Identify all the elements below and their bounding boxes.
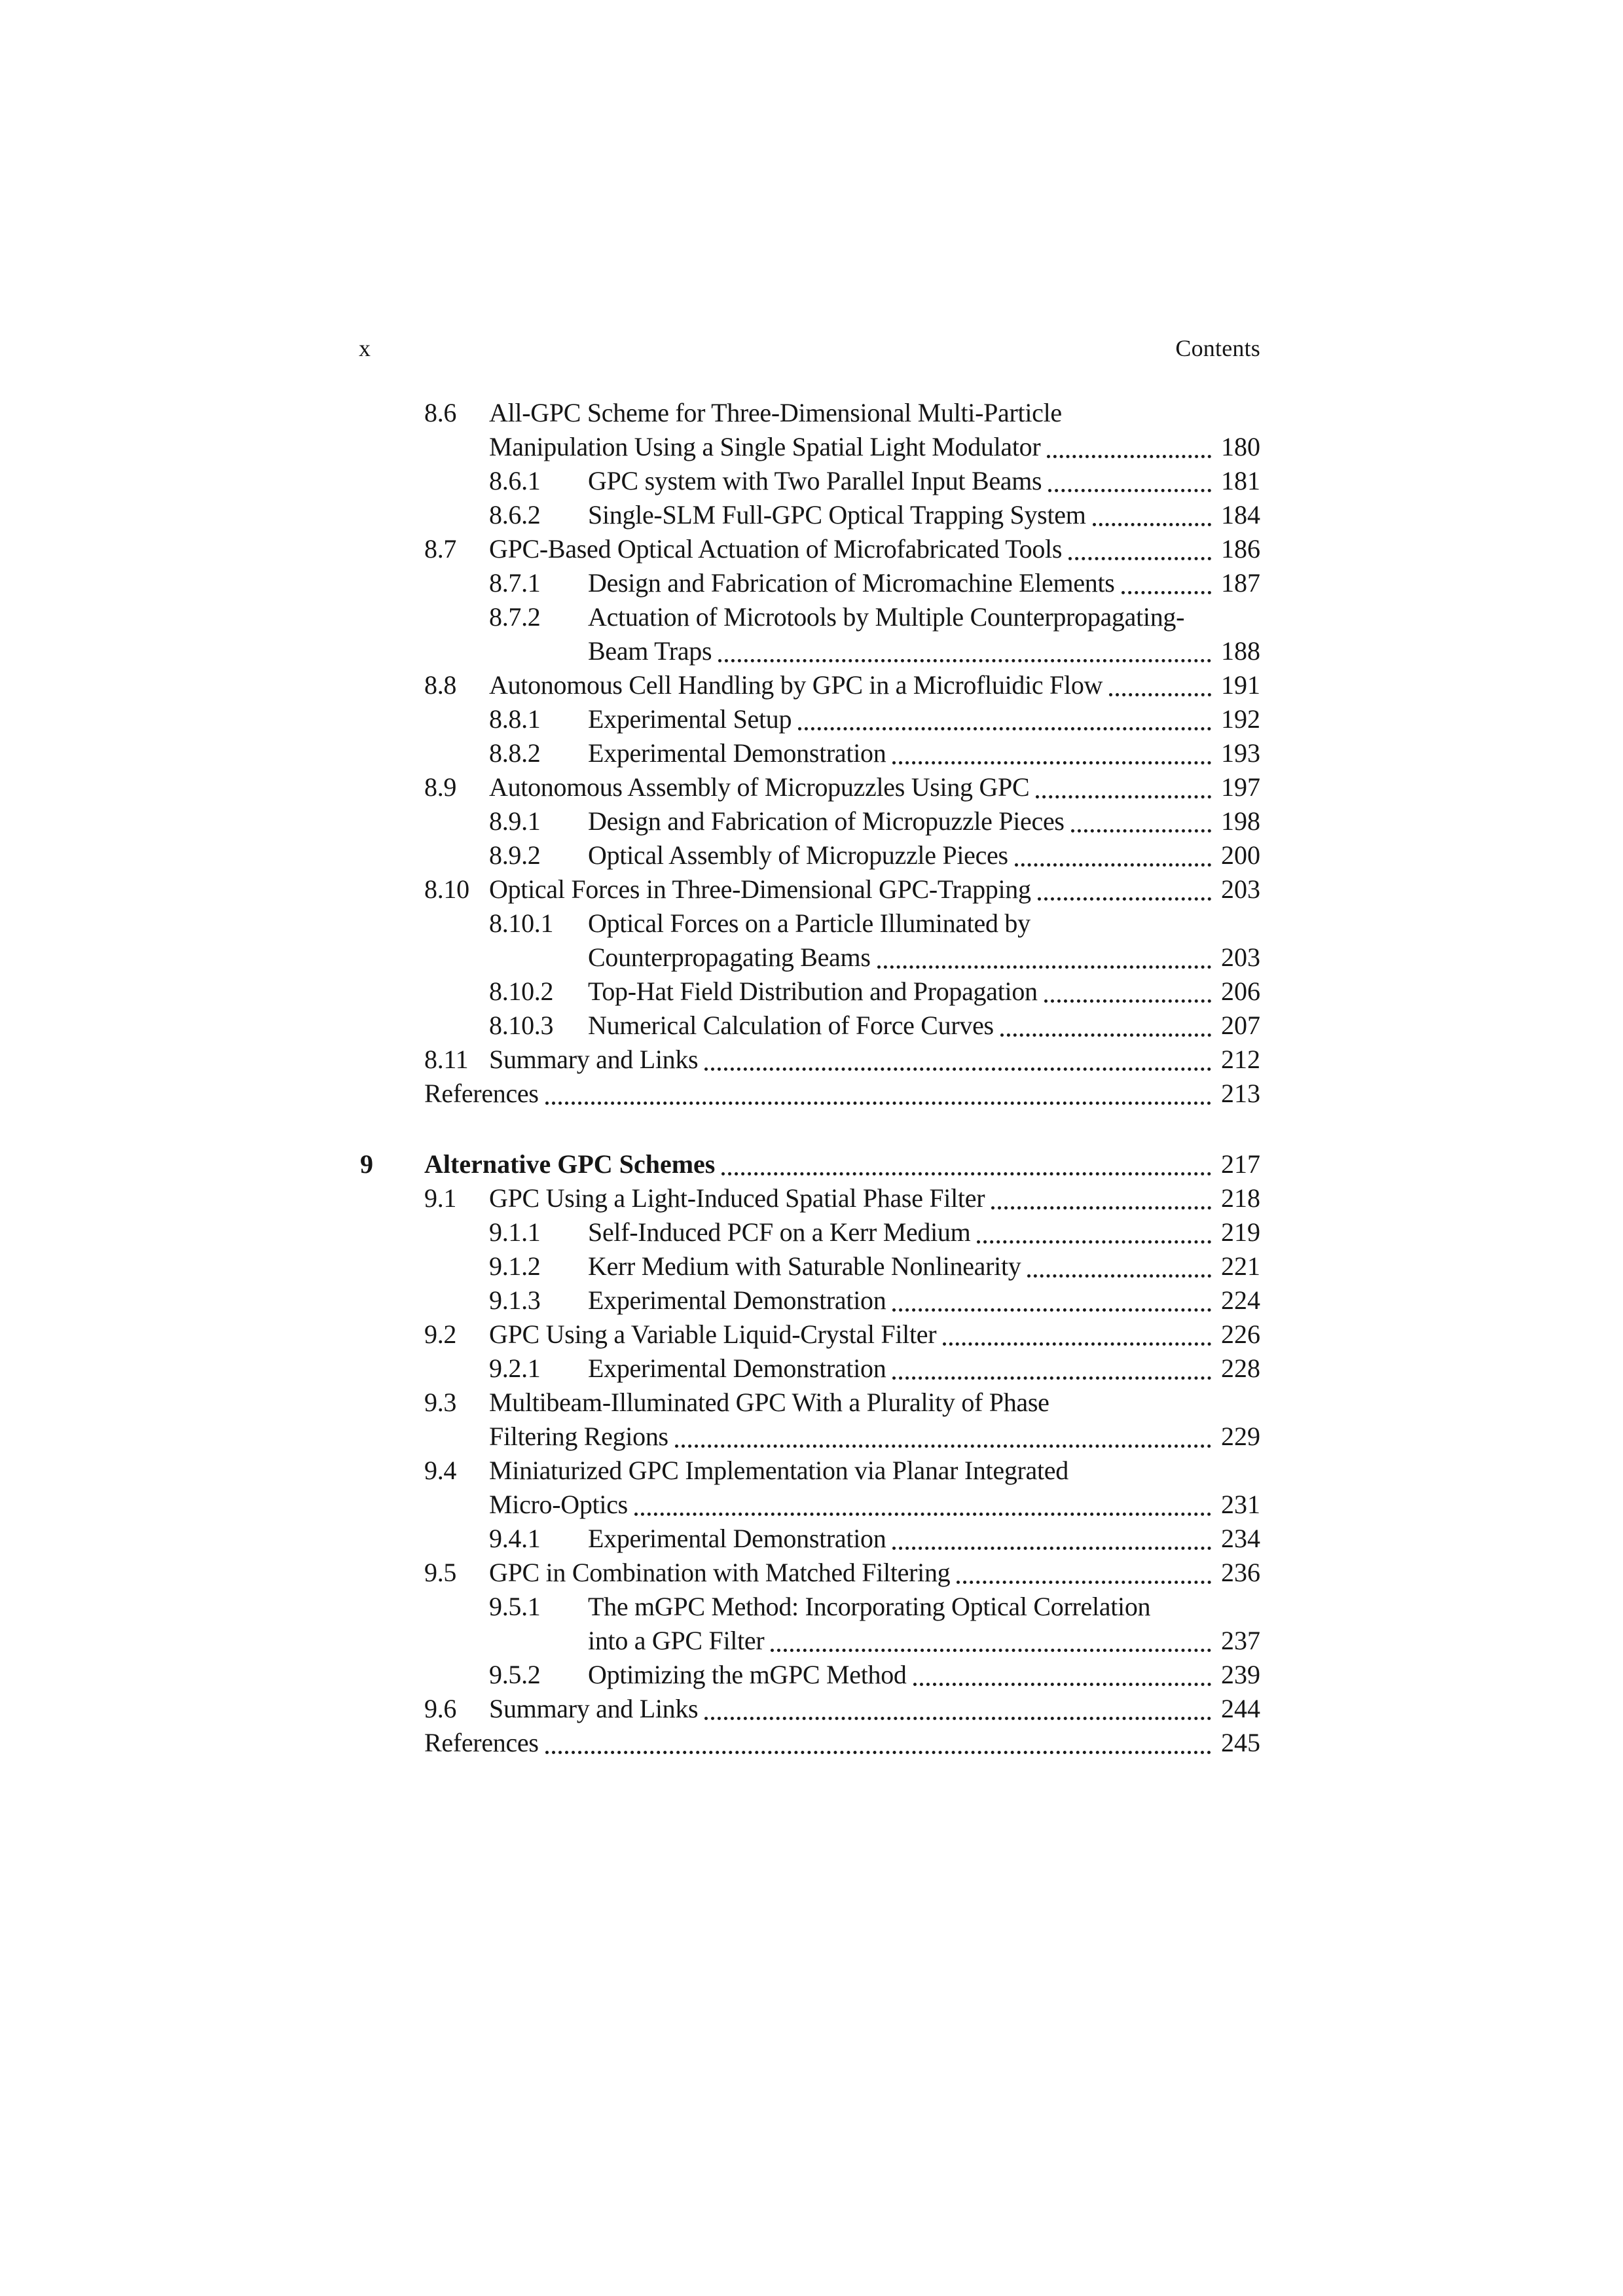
toc-entry-title: Optical Assembly of Micropuzzle Pieces — [588, 840, 1008, 870]
toc-entry-title: Top-Hat Field Distribution and Propagation — [588, 977, 1038, 1006]
toc-entry-page: 224 — [1221, 1285, 1260, 1315]
toc-entry-number: 9.5 — [424, 1558, 457, 1587]
toc-entry-number: 9.6 — [424, 1694, 457, 1723]
toc-entry-title: Autonomous Assembly of Micropuzzles Using GPC — [489, 772, 1030, 802]
toc-entry-title: Experimental Demonstration — [588, 1354, 886, 1383]
toc-entry-page: 219 — [1221, 1217, 1260, 1247]
toc-section-gap — [360, 1111, 1260, 1147]
toc-entry-page: 236 — [1221, 1558, 1260, 1587]
toc-entry-title: The mGPC Method: Incorporating Optical Correlation — [588, 1592, 1151, 1621]
toc-entry-number: 9.3 — [424, 1388, 457, 1417]
toc-entry-number: 9.2.1 — [489, 1354, 541, 1383]
toc-entry-number: 9.4 — [424, 1456, 457, 1485]
dot-leader — [1038, 897, 1211, 901]
dot-leader — [877, 965, 1211, 969]
toc-entry — [360, 906, 1260, 941]
toc-entry-number: 8.10.2 — [489, 977, 554, 1006]
toc-entry-page: 244 — [1221, 1694, 1260, 1723]
toc-entry-page: 226 — [1221, 1319, 1260, 1349]
toc-entry-page: 193 — [1221, 738, 1260, 768]
dot-leader — [1000, 1033, 1211, 1037]
toc-entry-number: 9.1 — [424, 1183, 457, 1213]
dot-leader — [1122, 591, 1211, 594]
toc-entry — [360, 1283, 1260, 1318]
toc-entry-title: Experimental Demonstration — [588, 1524, 886, 1553]
toc-entry-number: 8.6 — [424, 398, 457, 427]
dot-leader — [721, 1172, 1211, 1175]
toc-entry-title: GPC Using a Variable Liquid-Crystal Filter — [489, 1319, 937, 1349]
toc-entry-number: 8.8.2 — [489, 738, 541, 768]
toc-entry — [360, 941, 1260, 975]
dot-leader — [1068, 557, 1211, 560]
toc-entry-title: Multibeam-Illuminated GPC With a Plurality of Phase — [489, 1388, 1049, 1417]
toc-entry-page: 206 — [1221, 977, 1260, 1006]
toc-entry-page: 245 — [1221, 1728, 1260, 1757]
dot-leader — [892, 761, 1211, 764]
toc-entry-page: 188 — [1221, 636, 1260, 666]
dot-leader — [704, 1067, 1211, 1071]
toc-entry — [360, 532, 1260, 566]
toc-entry-number: 8.9 — [424, 772, 457, 802]
toc-entry-title: Experimental Demonstration — [588, 1285, 886, 1315]
toc-entry-title: Beam Traps — [588, 636, 712, 666]
toc-entry-title: Manipulation Using a Single Spatial Light Modulator — [489, 432, 1041, 461]
dot-leader — [1048, 489, 1211, 492]
toc-entry — [360, 1147, 1260, 1181]
running-header — [359, 333, 1260, 363]
dot-leader — [798, 727, 1211, 730]
toc-entry — [360, 1352, 1260, 1386]
toc-entry — [360, 1249, 1260, 1283]
toc-entry-page: 221 — [1221, 1251, 1260, 1281]
toc-entry — [360, 634, 1260, 668]
dot-leader — [1015, 863, 1211, 867]
toc-entry-number: 8.9.1 — [489, 806, 541, 836]
dot-leader — [1071, 829, 1211, 833]
toc-entry — [360, 1556, 1260, 1590]
running-header-title: Contents — [1175, 335, 1260, 361]
toc-entry-page: 228 — [1221, 1354, 1260, 1383]
toc-entry — [360, 804, 1260, 838]
toc-entry-page: 203 — [1221, 874, 1260, 904]
toc-entry-number: 8.9.2 — [489, 840, 541, 870]
toc-entry — [360, 430, 1260, 464]
toc-entry — [360, 1420, 1260, 1454]
toc-entry-number: 8.10.3 — [489, 1011, 554, 1040]
toc-entry-title: Miniaturized GPC Implementation via Planar Integrated — [489, 1456, 1068, 1485]
toc-entry — [360, 464, 1260, 498]
toc-entry-page: 192 — [1221, 704, 1260, 734]
dot-leader — [1109, 693, 1211, 696]
toc-entry-page: 203 — [1221, 942, 1260, 972]
toc-entry-title: Single-SLM Full-GPC Optical Trapping System — [588, 500, 1086, 529]
toc-entry-page: 197 — [1221, 772, 1260, 802]
toc-entry-title: GPC Using a Light-Induced Spatial Phase Filter — [489, 1183, 985, 1213]
toc-entry-title: Experimental Demonstration — [588, 738, 886, 768]
dot-leader — [634, 1513, 1211, 1516]
toc-entry-number: 9.1.1 — [489, 1217, 541, 1247]
toc-entry-number: 9.5.1 — [489, 1592, 541, 1621]
toc-entry-page: 217 — [1221, 1149, 1260, 1179]
dot-leader — [1027, 1274, 1211, 1278]
toc-entry-page: 231 — [1221, 1490, 1260, 1519]
toc-entry — [360, 1215, 1260, 1249]
toc-entry — [360, 1692, 1260, 1726]
toc-entry — [360, 1658, 1260, 1692]
toc-entry-title: Counterpropagating Beams — [588, 942, 871, 972]
dot-leader — [771, 1649, 1211, 1652]
toc-entry-title: GPC in Combination with Matched Filtering — [489, 1558, 951, 1587]
toc-entry-title: Micro-Optics — [489, 1490, 628, 1519]
toc-entry-number: 8.10 — [424, 874, 469, 904]
toc-entry-page: 191 — [1221, 670, 1260, 700]
page-number: x — [359, 335, 371, 361]
dot-leader — [892, 1547, 1211, 1550]
toc-entry-title: Design and Fabrication of Micropuzzle Pieces — [588, 806, 1065, 836]
toc-entry-title: All-GPC Scheme for Three-Dimensional Multi-Particle — [489, 398, 1062, 427]
toc-entry-title: GPC-Based Optical Actuation of Microfabricated Tools — [489, 534, 1063, 564]
toc-entry-number: 8.6.1 — [489, 466, 541, 495]
toc-entry-number: 8.7 — [424, 534, 457, 564]
dot-leader — [1093, 523, 1211, 526]
dot-leader — [913, 1683, 1211, 1686]
toc-entry — [360, 1009, 1260, 1043]
toc-entry-title: Optical Forces on a Particle Illuminated by — [588, 908, 1030, 938]
dot-leader — [718, 659, 1211, 662]
toc-entry — [360, 566, 1260, 600]
dot-leader — [957, 1581, 1211, 1584]
toc-entry-page: 181 — [1221, 466, 1260, 495]
toc-entry — [360, 736, 1260, 770]
dot-leader — [675, 1444, 1211, 1448]
toc-entry-number: 9.4.1 — [489, 1524, 541, 1553]
toc-entry-number: 9.1.3 — [489, 1285, 541, 1315]
dot-leader — [943, 1342, 1211, 1346]
toc-entry — [360, 1454, 1260, 1488]
toc-entry-title: Optical Forces in Three-Dimensional GPC-Trapping — [489, 874, 1031, 904]
toc-entry-number: 8.11 — [424, 1045, 469, 1074]
toc-entry-page: 218 — [1221, 1183, 1260, 1213]
toc-entry-title: Autonomous Cell Handling by GPC in a Microfluidic Flow — [489, 670, 1103, 700]
toc-entry — [360, 668, 1260, 702]
toc-entry — [360, 600, 1260, 634]
toc-entry — [360, 1522, 1260, 1556]
toc-entry-title: Experimental Setup — [588, 704, 792, 734]
toc-entry — [360, 975, 1260, 1009]
toc-entry-number: 8.7.1 — [489, 568, 541, 598]
dot-leader — [1047, 455, 1211, 458]
toc-entry-page: 184 — [1221, 500, 1260, 529]
dot-leader — [892, 1376, 1211, 1380]
dot-leader — [545, 1102, 1211, 1105]
toc-entry-title: into a GPC Filter — [588, 1626, 765, 1655]
toc-entry-number: 9.5.2 — [489, 1660, 541, 1689]
dot-leader — [704, 1717, 1211, 1720]
toc-entry-page: 198 — [1221, 806, 1260, 836]
dot-leader — [991, 1206, 1211, 1210]
toc-entry-title: Actuation of Microtools by Multiple Counterpropagating- — [588, 602, 1185, 632]
dot-leader — [545, 1751, 1211, 1754]
toc-entry-title: Alternative GPC Schemes — [424, 1149, 716, 1179]
toc-entry — [360, 1318, 1260, 1352]
toc-entry-number: 8.7.2 — [489, 602, 541, 632]
dot-leader — [1044, 999, 1211, 1003]
toc-entry — [360, 838, 1260, 872]
dot-leader — [892, 1308, 1211, 1312]
toc-entry-title: References — [424, 1728, 539, 1757]
toc-entry — [360, 1624, 1260, 1658]
toc-entry-page: 207 — [1221, 1011, 1260, 1040]
toc-entry-page: 237 — [1221, 1626, 1260, 1655]
toc-entry-number: 8.6.2 — [489, 500, 541, 529]
dot-leader — [1036, 795, 1211, 798]
toc-entry — [360, 702, 1260, 736]
toc-entry-title: GPC system with Two Parallel Input Beams — [588, 466, 1042, 495]
toc-entry-page: 200 — [1221, 840, 1260, 870]
toc-entry-page: 186 — [1221, 534, 1260, 564]
toc-entry — [360, 1043, 1260, 1077]
toc-entry-title: Summary and Links — [489, 1045, 699, 1074]
dot-leader — [977, 1240, 1211, 1244]
toc-entry-page: 213 — [1221, 1079, 1260, 1108]
toc-entry — [360, 1181, 1260, 1215]
toc-entry-title: Design and Fabrication of Micromachine Elements — [588, 568, 1115, 598]
toc-entry-number: 9 — [360, 1149, 373, 1179]
toc-entry — [360, 1590, 1260, 1624]
toc-entry — [360, 498, 1260, 532]
toc-entry-title: Summary and Links — [489, 1694, 699, 1723]
toc-entry-page: 229 — [1221, 1422, 1260, 1451]
toc-entry — [360, 872, 1260, 906]
toc-entry-number: 8.10.1 — [489, 908, 554, 938]
toc-entry — [360, 1726, 1260, 1760]
toc-entry-title: Kerr Medium with Saturable Nonlinearity — [588, 1251, 1021, 1281]
toc-entry-page: 234 — [1221, 1524, 1260, 1553]
toc-entry — [360, 396, 1260, 430]
toc-entry-title: References — [424, 1079, 539, 1108]
toc-entry-title: Self-Induced PCF on a Kerr Medium — [588, 1217, 971, 1247]
toc-entry — [360, 1077, 1260, 1111]
toc-entry-title: Numerical Calculation of Force Curves — [588, 1011, 994, 1040]
toc-entry-number: 9.2 — [424, 1319, 457, 1349]
toc-entry — [360, 1488, 1260, 1522]
toc-entry-page: 239 — [1221, 1660, 1260, 1689]
toc-entry — [360, 1386, 1260, 1420]
toc-entry-page: 187 — [1221, 568, 1260, 598]
toc-entry-number: 8.8 — [424, 670, 457, 700]
toc-entry-number: 9.1.2 — [489, 1251, 541, 1281]
toc-entry-number: 8.8.1 — [489, 704, 541, 734]
toc-entry — [360, 770, 1260, 804]
toc-entry-page: 212 — [1221, 1045, 1260, 1074]
toc-entry-title: Filtering Regions — [489, 1422, 668, 1451]
table-of-contents — [360, 396, 1260, 1760]
toc-entry-page: 180 — [1221, 432, 1260, 461]
toc-entry-title: Optimizing the mGPC Method — [588, 1660, 907, 1689]
